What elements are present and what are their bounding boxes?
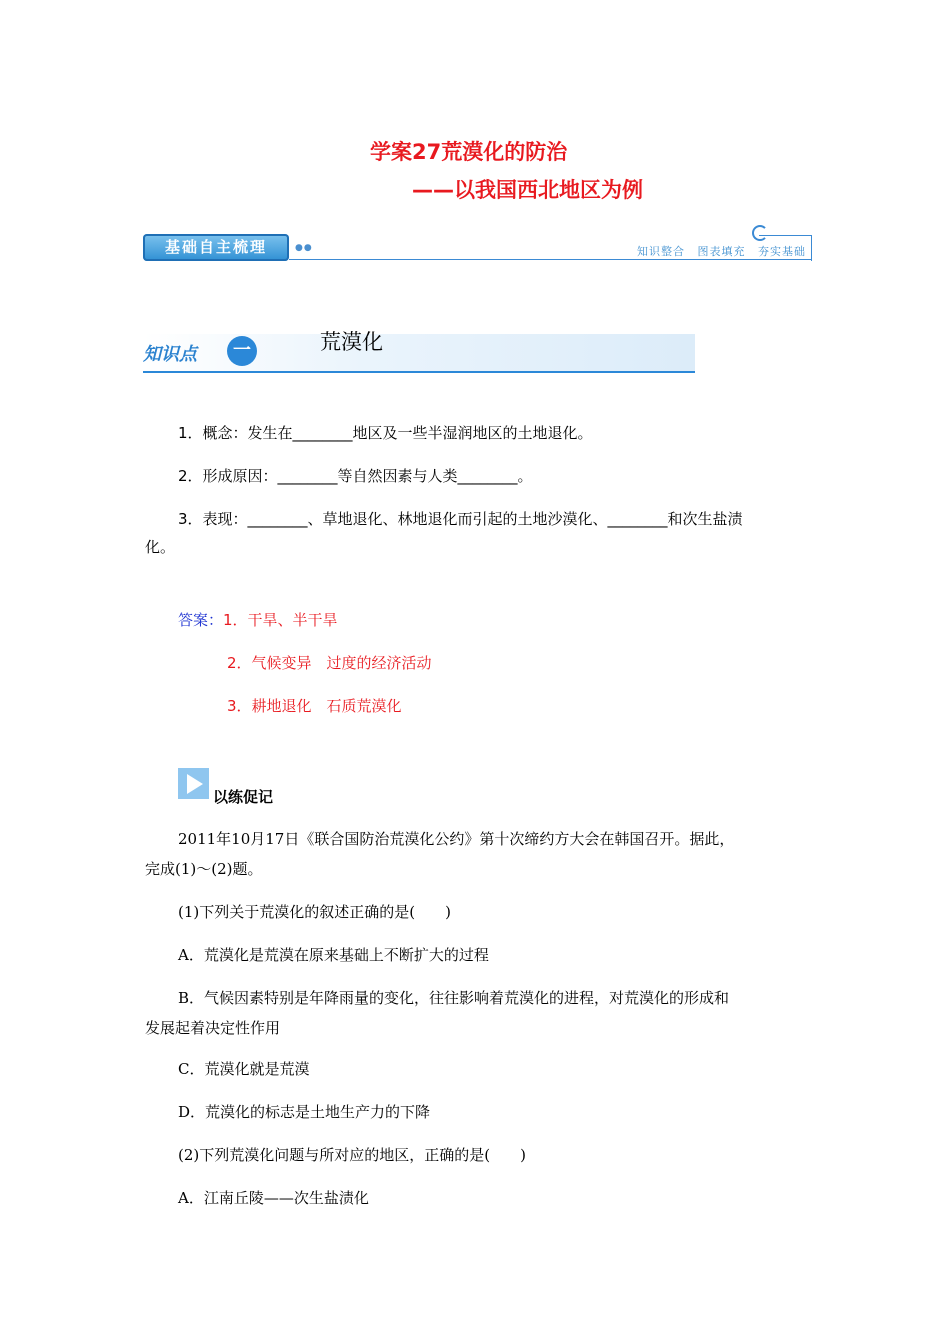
swirl-icon [752, 225, 768, 241]
item-manifestations: 3．表现：________、草地退化、林地退化而引起的土地沙漠化、________和次生盐渍 [178, 510, 743, 528]
banner-divider [289, 259, 812, 260]
answer-2: 2．气候变异 过度的经济活动 [227, 654, 432, 672]
knowledge-point-header [143, 326, 695, 374]
question-1: (1)下列关于荒漠化的叙述正确的是( ) [178, 903, 451, 921]
question-1-option-c: C．荒漠化就是荒漠 [178, 1060, 310, 1078]
question-1-option-b-cont: 发展起着决定性作用 [145, 1019, 281, 1037]
question-2: (2)下列荒漠化问题与所对应的地区，正确的是( ) [178, 1146, 526, 1164]
answer-line-1 [178, 609, 338, 630]
item-manifestations-cont: 化。 [145, 538, 176, 556]
play-icon [178, 768, 209, 799]
page-subtitle: ——以我国西北地区为例 [412, 178, 643, 202]
practice-label: 以练促记 [213, 788, 274, 806]
knowledge-point-title: 荒漠化 [320, 330, 383, 354]
answer-label: 答案： [178, 611, 224, 629]
question-1-option-a: A．荒漠化是荒漠在原来基础上不断扩大的过程 [178, 946, 489, 964]
banner-subtitle: 知识整合 图表填充 夯实基础 [637, 245, 806, 258]
practice-intro: 2011年10月17日《联合国防治荒漠化公约》第十次缔约方大会在韩国召开。据此， [178, 830, 735, 848]
knowledge-point-bar [143, 334, 695, 373]
answer-3: 3．耕地退化 石质荒漠化 [227, 697, 402, 715]
question-1-option-b: B．气候因素特别是年降雨量的变化，往往影响着荒漠化的进程，对荒漠化的形成和 [178, 989, 730, 1007]
knowledge-point-tag: 知识点 [143, 344, 197, 365]
banner-dots-icon: ●● [295, 243, 313, 253]
question-1-option-d: D．荒漠化的标志是土地生产力的下降 [178, 1103, 431, 1121]
banner-tag: 基础自主梳理 [143, 234, 289, 261]
section-banner [143, 223, 812, 263]
item-causes: 2．形成原因：________等自然因素与人类________。 [178, 467, 533, 485]
answer-1: 1．干旱、半干旱 [223, 611, 338, 629]
question-2-option-a: A．江南丘陵——次生盐渍化 [178, 1189, 369, 1207]
item-concept: 1．概念：发生在________地区及一些半湿润地区的土地退化。 [178, 424, 593, 442]
page-title: 学案27荒漠化的防治 [370, 140, 568, 164]
practice-intro-cont: 完成(1)～(2)题。 [145, 860, 263, 878]
knowledge-point-number: 一 [227, 336, 257, 366]
